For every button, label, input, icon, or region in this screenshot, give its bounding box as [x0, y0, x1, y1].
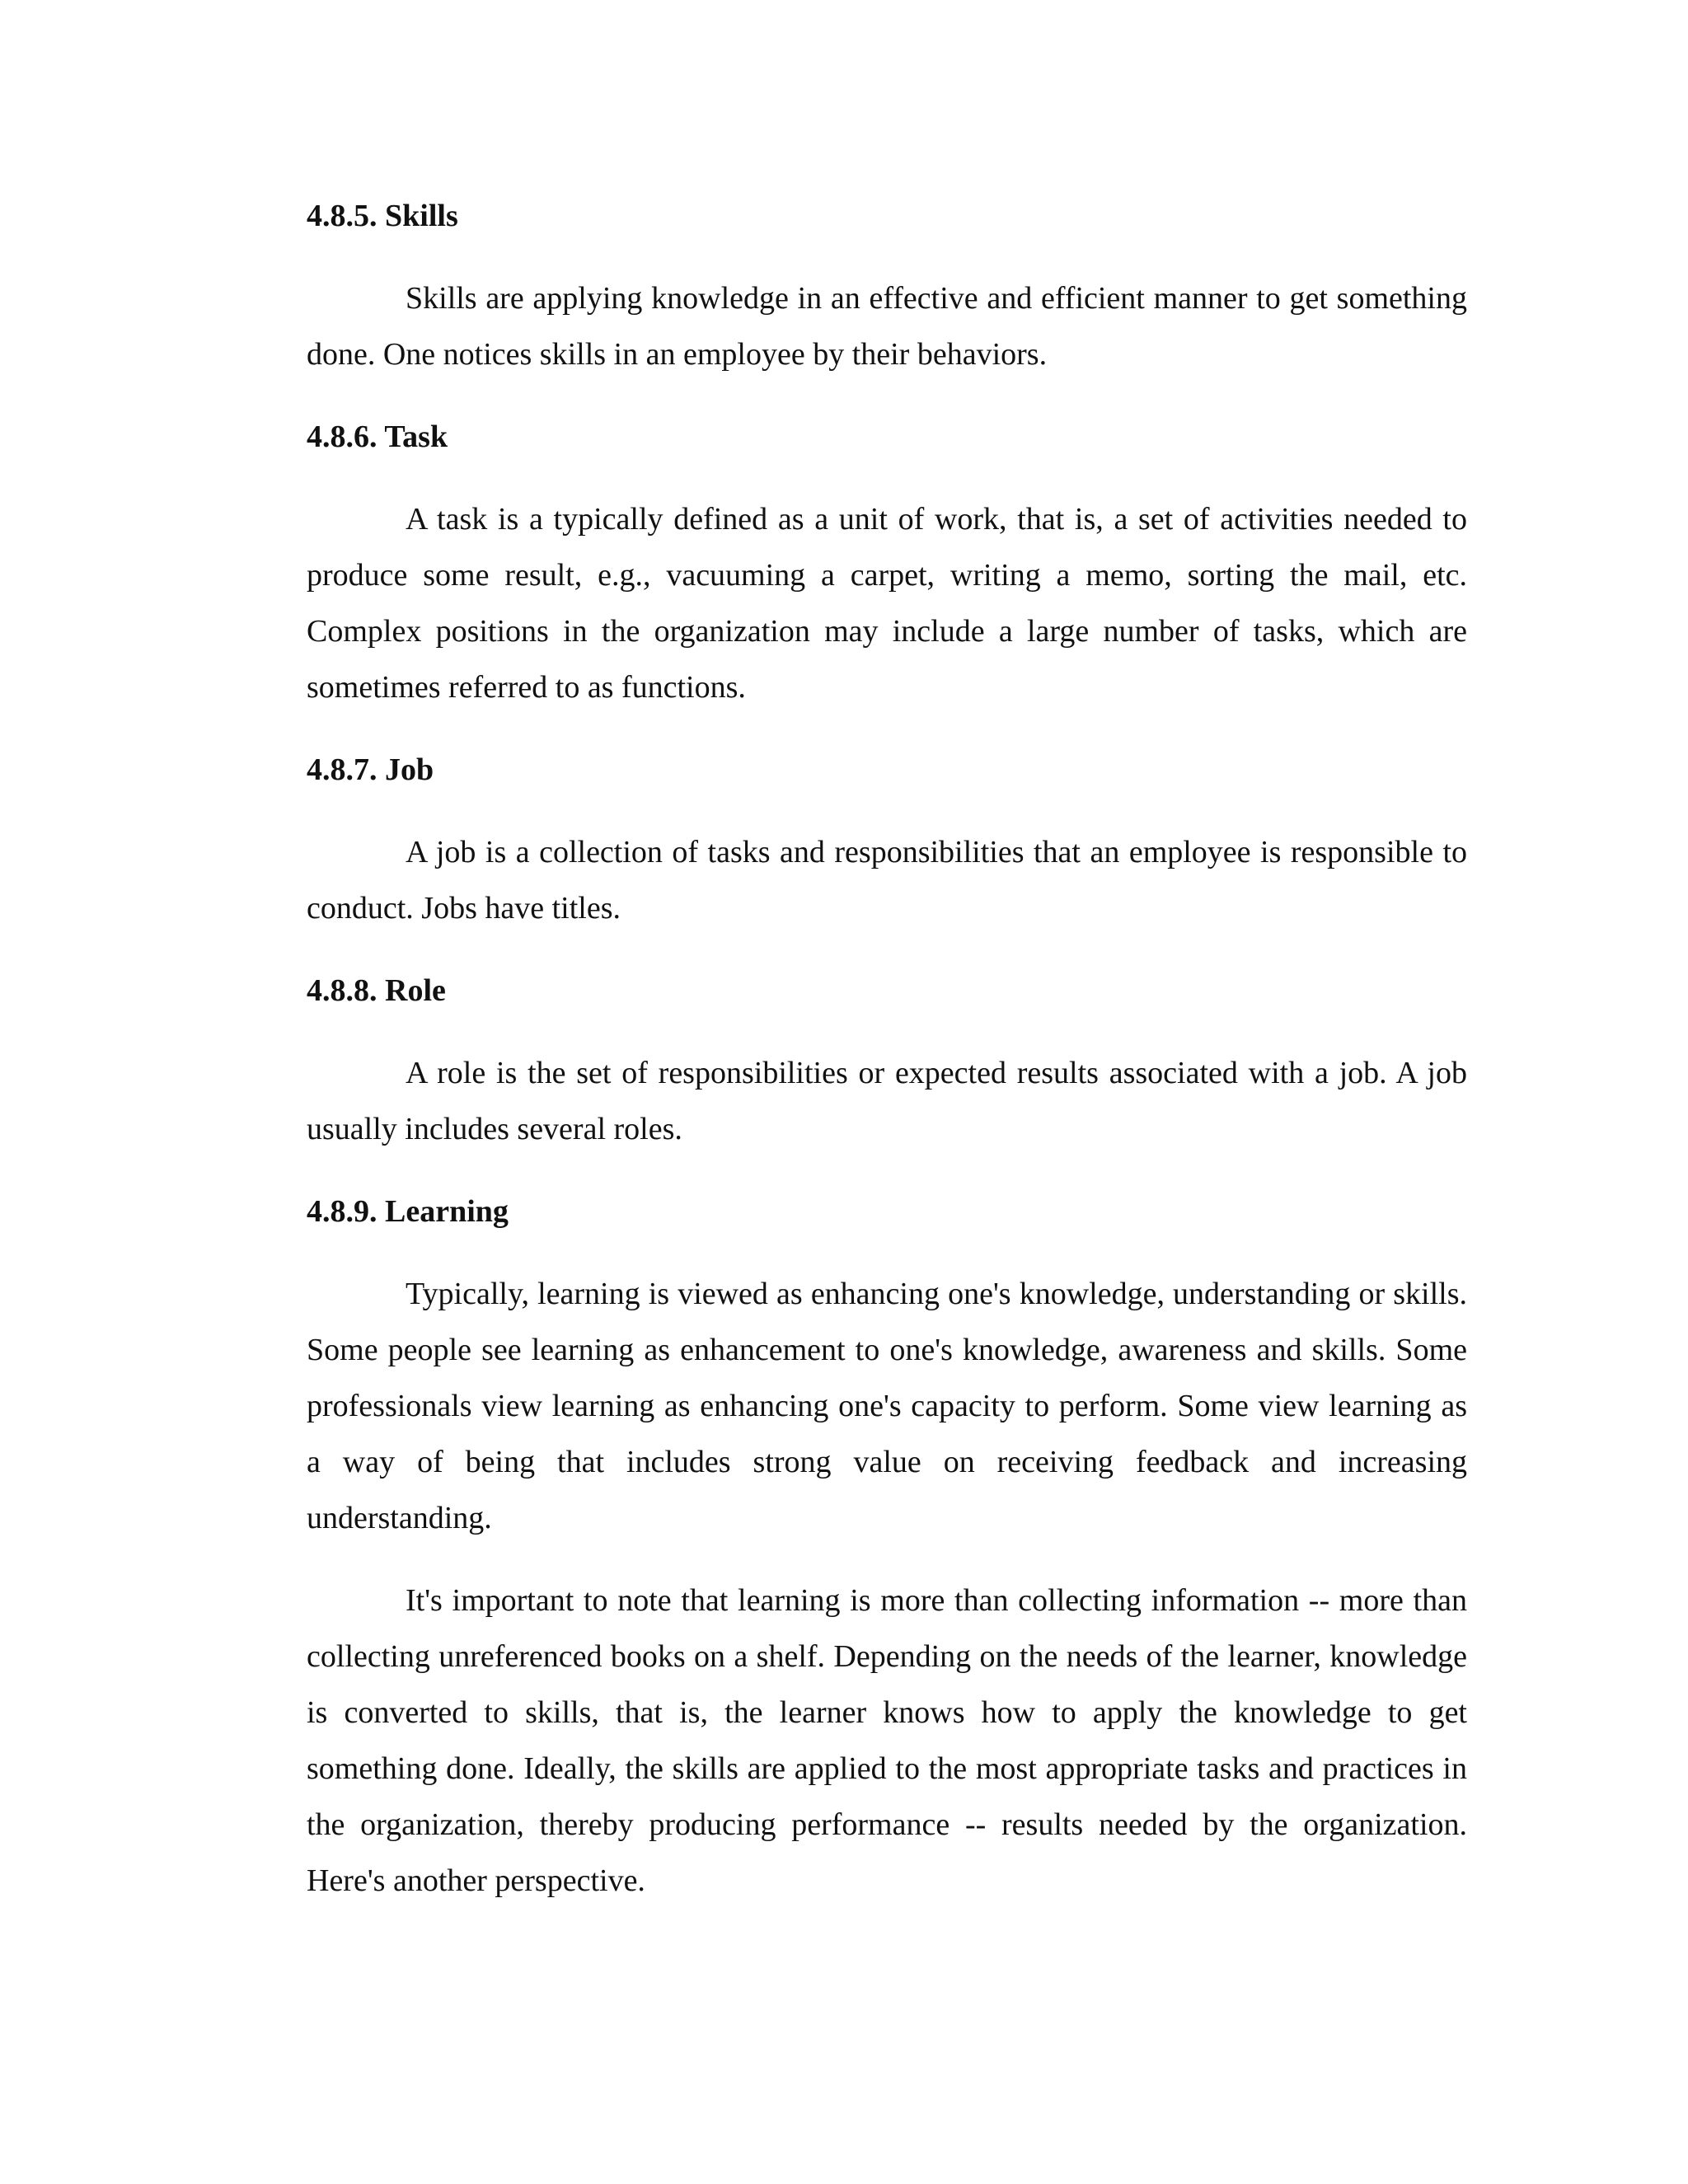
section-heading-role: 4.8.8. Role: [307, 973, 446, 1008]
section-heading-task: 4.8.6. Task: [307, 419, 448, 454]
paragraph-skills: Skills are applying knowledge in an effective and efficient manner to get something done. One notices skills in an employee by their behaviors.: [307, 281, 1467, 372]
paragraph-learning-1: Typically, learning is viewed as enhancing one's knowledge, understanding or skills. Some people see learning as enhancement to one's knowledge, awareness and skills. Some professionals view learning as enhancing one's capacity to perform. Some view learning as a way of being that includes strong value on receiving feedback and increasing understanding.: [307, 1277, 1467, 1535]
section-heading-learning: 4.8.9. Learning: [307, 1194, 509, 1229]
section-heading-job: 4.8.7. Job: [307, 752, 434, 787]
paragraph-role: A role is the set of responsibilities or expected results associated with a job. A job usually includes several roles.: [307, 1056, 1467, 1146]
document-page: [307, 188, 1467, 1935]
paragraph-learning-2: It's important to note that learning is more than collecting information -- more than collecting unreferenced books on a shelf. Depending on the needs of the learner, knowledge is converted to skills, that is, the learner knows how to apply the knowledge to get something done. Ideally, the skills are applied to the most appropriate tasks and practices in the organization, thereby producing performance -- results needed by the organization. Here's another perspective.: [307, 1583, 1467, 1898]
paragraph-task: A task is a typically defined as a unit of work, that is, a set of activities needed to produce some result, e.g., vacuuming a carpet, writing a memo, sorting the mail, etc. Complex positions in the organization may include a large number of tasks, which are sometimes referred to as functions.: [307, 502, 1467, 705]
paragraph-job: A job is a collection of tasks and responsibilities that an employee is responsible to conduct. Jobs have titles.: [307, 835, 1467, 926]
section-heading-skills: 4.8.5. Skills: [307, 199, 458, 233]
